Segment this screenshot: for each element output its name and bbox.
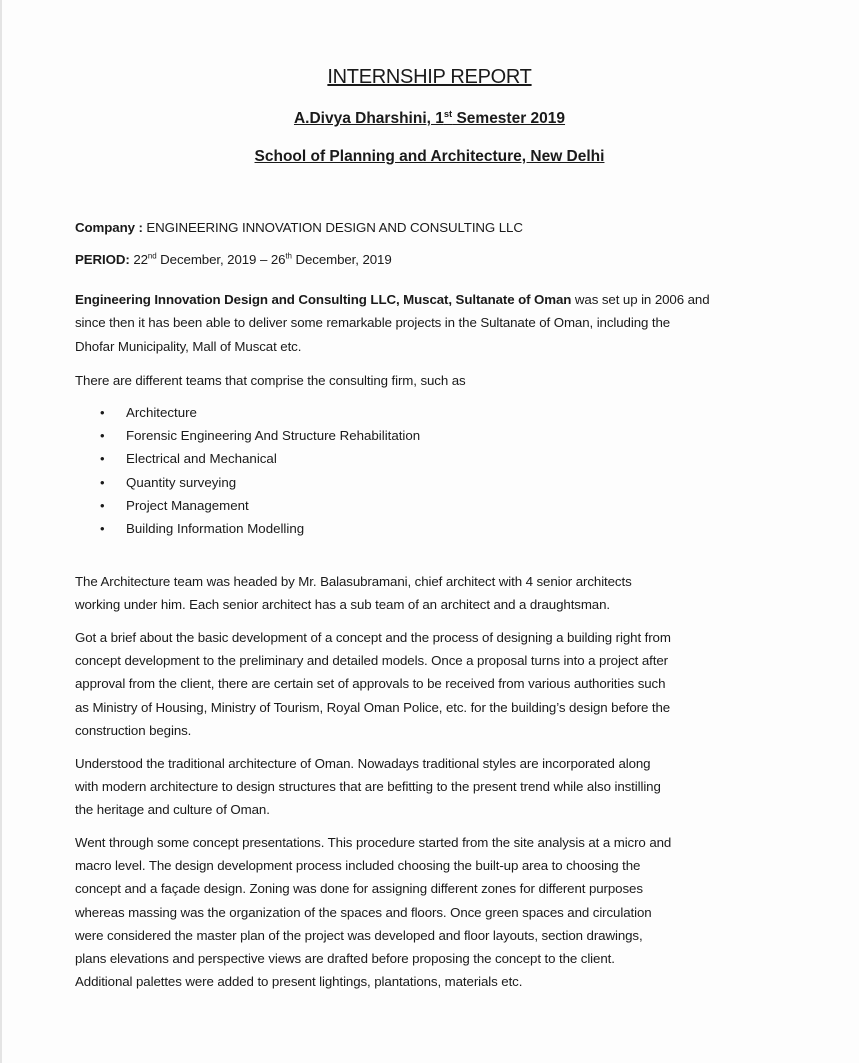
paragraph-line: Additional palettes were added to present lightings, plantations, materials etc. [75, 974, 523, 990]
paragraph-line: the heritage and culture of Oman. [75, 802, 270, 818]
paragraph-line: approval from the client, there are certain set of approvals to be received from various authorities such [75, 676, 666, 692]
paragraph-line: as Ministry of Housing, Ministry of Tourism, Royal Oman Police, etc. for the building’s design before the [75, 699, 671, 715]
paragraph-line: working under him. Each senior architect has a sub team of an architect and a draughtsman. [75, 597, 610, 613]
paragraph-line: The Architecture team was headed by Mr. Balasubramani, chief architect with 4 senior architects [75, 574, 632, 589]
paragraph-line: plans elevations and perspective views are drafted before proposing the concept to the client. [75, 951, 615, 966]
intro-line-1: Engineering Innovation Design and Consulting LLC, Muscat, Sultanate of Oman was set up in 2006 and [75, 292, 710, 307]
team-list-item: Quantity surveying [126, 474, 237, 490]
period-line: PERIOD: 22nd December, 2019 – 26th December, 2019 [75, 251, 392, 267]
paragraph-line: concept development to the preliminary and detailed models. Once a proposal turns into a project after [75, 653, 668, 669]
intro-line-2: since then it has been able to deliver some remarkable projects in the Sultanate of Oman, including the [75, 315, 671, 330]
team-list-item: Architecture [126, 405, 197, 420]
intro-line-3: Dhofar Municipality, Mall of Muscat etc. [75, 339, 302, 354]
bullet-icon: • [100, 521, 105, 536]
bullet-icon: • [100, 474, 105, 490]
paragraph-line: Understood the traditional architecture of Oman. Nowadays traditional styles are incorporated along [75, 756, 651, 771]
paragraph-line: Went through some concept presentations. This procedure started from the site analysis at a micro and [75, 835, 672, 850]
bullet-icon: • [100, 497, 105, 513]
bullet-icon: • [100, 451, 105, 467]
team-list-item: Building Information Modelling [126, 521, 305, 536]
author-line: A.Divya Dharshini, 1st Semester 2019 [293, 108, 566, 127]
team-list-item: Forensic Engineering And Structure Rehabilitation [126, 428, 421, 444]
company-line: Company : ENGINEERING INNOVATION DESIGN AND CONSULTING LLC [75, 220, 523, 235]
team-list-item: Electrical and Mechanical [126, 451, 277, 467]
paragraph-line: concept and a façade design. Zoning was done for assigning different zones for different purposes [75, 881, 643, 897]
institution-line: School of Planning and Architecture, New Delhi [254, 148, 605, 165]
teams-intro: There are different teams that comprise the consulting firm, such as [75, 373, 466, 388]
report-title: INTERNSHIP REPORT [327, 66, 532, 88]
team-list-item: Project Management [126, 497, 249, 513]
paragraph-line: construction begins. [75, 722, 192, 738]
paragraph-line: whereas massing was the organization of the spaces and floors. Once green spaces and circulation [75, 904, 652, 920]
paragraph-line: were considered the master plan of the project was developed and floor layouts, section drawings, [75, 927, 643, 943]
bullet-icon: • [100, 428, 105, 444]
bullet-icon: • [100, 405, 105, 420]
paragraph-line: macro level. The design development process included choosing the built-up area to choosing the [75, 858, 641, 874]
paragraph-line: Got a brief about the basic development of a concept and the process of designing a building right from [75, 630, 671, 645]
paragraph-line: with modern architecture to design structures that are befitting to the present trend while also instilling [75, 779, 661, 795]
